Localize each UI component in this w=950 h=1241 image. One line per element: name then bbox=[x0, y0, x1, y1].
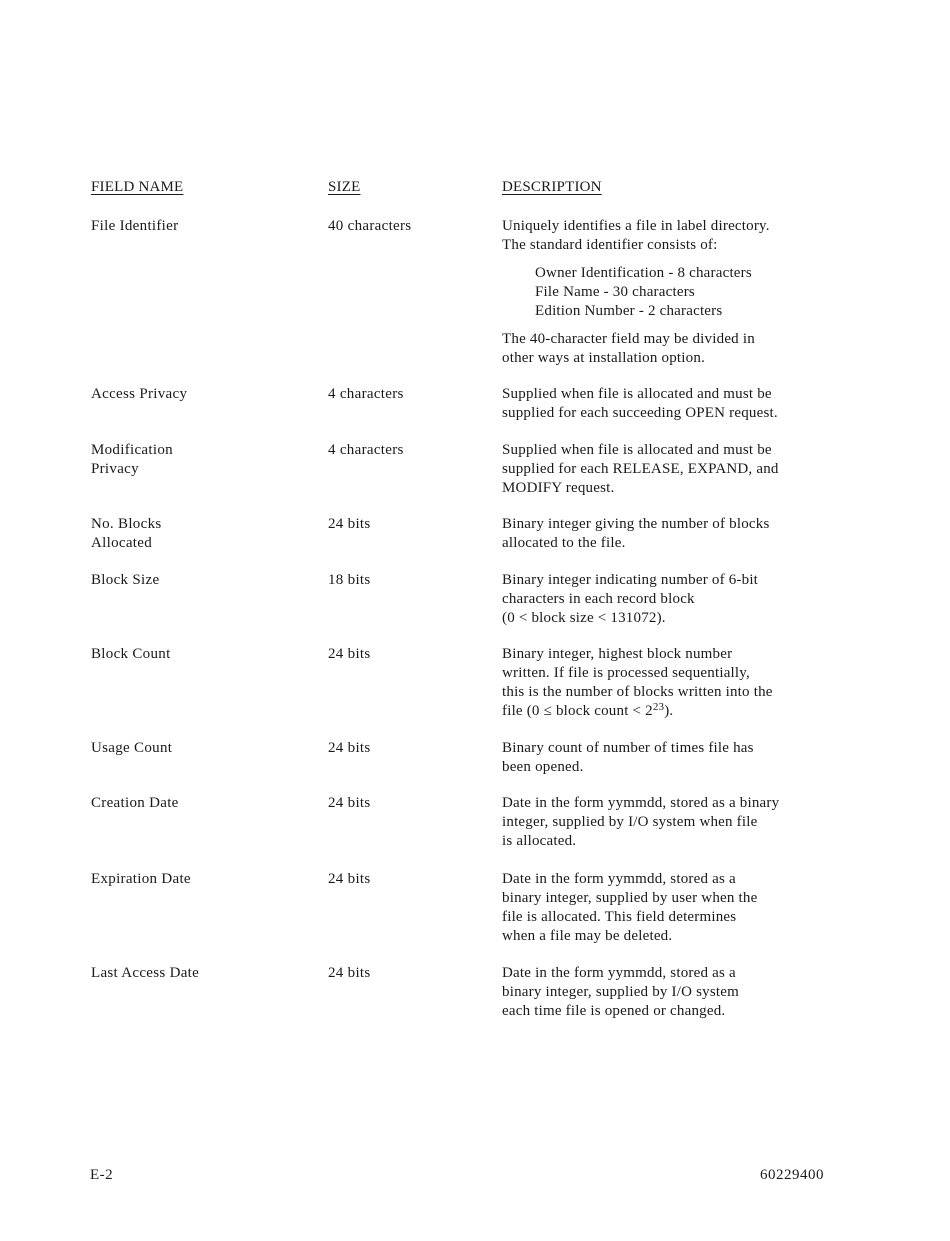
description-line: Date in the form yymmdd, stored as a bbox=[502, 965, 736, 981]
field-name-cell: Creation Date bbox=[91, 795, 179, 811]
field-description-cell bbox=[502, 645, 842, 721]
description-line: supplied for each RELEASE, EXPAND, and bbox=[502, 461, 779, 477]
list-item: File Name - 30 characters bbox=[535, 284, 695, 300]
identifier-components-list bbox=[502, 264, 842, 321]
field-name-cell: Expiration Date bbox=[91, 871, 191, 887]
field-name-cell: Block Size bbox=[91, 572, 160, 588]
page-number: E-2 bbox=[90, 1167, 114, 1183]
description-line: binary integer, supplied by user when the bbox=[502, 890, 758, 906]
header-field-name: FIELD NAME bbox=[91, 179, 184, 195]
field-description-cell bbox=[502, 794, 842, 851]
description-line: allocated to the file. bbox=[502, 535, 626, 551]
field-description-cell bbox=[502, 515, 842, 553]
field-description-cell bbox=[502, 441, 842, 498]
description-line: file is allocated. This field determines bbox=[502, 909, 737, 925]
description-line: been opened. bbox=[502, 759, 584, 775]
field-description-cell bbox=[502, 217, 842, 368]
list-item: Owner Identification - 8 characters bbox=[535, 265, 752, 281]
description-line: characters in each record block bbox=[502, 591, 695, 607]
exponent: 23 bbox=[652, 701, 665, 713]
header-size: SIZE bbox=[328, 179, 361, 195]
field-size-cell: 24 bits bbox=[328, 795, 371, 811]
field-name-cell: Modification Privacy bbox=[91, 442, 173, 477]
field-description-cell bbox=[502, 739, 842, 777]
description-line: The 40-character field may be divided in bbox=[502, 331, 755, 347]
field-size-cell: 24 bits bbox=[328, 871, 371, 887]
description-line: Uniquely identifies a file in label directory. bbox=[502, 218, 770, 234]
description-line: supplied for each succeeding OPEN request. bbox=[502, 405, 778, 421]
description-line: The standard identifier consists of: bbox=[502, 237, 718, 253]
field-name-cell: File Identifier bbox=[91, 218, 179, 234]
document-number: 60229400 bbox=[760, 1167, 824, 1183]
field-size-cell: 18 bits bbox=[328, 572, 371, 588]
field-name-cell: No. Blocks Allocated bbox=[91, 516, 162, 551]
field-size-cell: 24 bits bbox=[328, 646, 371, 662]
block-count-range-close: ). bbox=[664, 703, 674, 719]
field-size-cell: 24 bits bbox=[328, 740, 371, 756]
field-description-cell bbox=[502, 964, 842, 1021]
field-description-cell bbox=[502, 385, 842, 423]
description-line: Date in the form yymmdd, stored as a bbox=[502, 871, 736, 887]
description-line: is allocated. bbox=[502, 833, 577, 849]
description-line: Binary count of number of times file has bbox=[502, 740, 754, 756]
description-line bbox=[502, 702, 842, 721]
description-line: integer, supplied by I/O system when file bbox=[502, 814, 758, 830]
field-name-cell: Access Privacy bbox=[91, 386, 188, 402]
field-description-cell bbox=[502, 571, 842, 628]
description-line: MODIFY request. bbox=[502, 480, 615, 496]
header-description: DESCRIPTION bbox=[502, 179, 602, 195]
description-line: (0 < block size < 131072). bbox=[502, 610, 666, 626]
description-line: Date in the form yymmdd, stored as a binary bbox=[502, 795, 780, 811]
block-count-range-text: file (0 ≤ block count < 2 bbox=[502, 703, 653, 719]
description-line: binary integer, supplied by I/O system bbox=[502, 984, 739, 1000]
field-name-cell: Usage Count bbox=[91, 740, 173, 756]
field-size-cell: 4 characters bbox=[328, 386, 404, 402]
description-line: Binary integer giving the number of blocks bbox=[502, 516, 770, 532]
description-line: this is the number of blocks written into the bbox=[502, 684, 773, 700]
description-line: Binary integer, highest block number bbox=[502, 646, 733, 662]
field-size-cell: 4 characters bbox=[328, 442, 404, 458]
field-size-cell: 24 bits bbox=[328, 516, 371, 532]
description-line: Supplied when file is allocated and must be bbox=[502, 442, 772, 458]
field-name-cell: Last Access Date bbox=[91, 965, 200, 981]
field-description-cell bbox=[502, 870, 842, 946]
description-line: Supplied when file is allocated and must be bbox=[502, 386, 772, 402]
field-name-cell: Block Count bbox=[91, 646, 171, 662]
list-item: Edition Number - 2 characters bbox=[535, 303, 723, 319]
description-line: other ways at installation option. bbox=[502, 350, 706, 366]
description-line: each time file is opened or changed. bbox=[502, 1003, 726, 1019]
description-line: Binary integer indicating number of 6-bit bbox=[502, 572, 759, 588]
field-size-cell: 40 characters bbox=[328, 218, 412, 234]
field-size-cell: 24 bits bbox=[328, 965, 371, 981]
description-line: when a file may be deleted. bbox=[502, 928, 673, 944]
description-line: written. If file is processed sequentially, bbox=[502, 665, 750, 681]
